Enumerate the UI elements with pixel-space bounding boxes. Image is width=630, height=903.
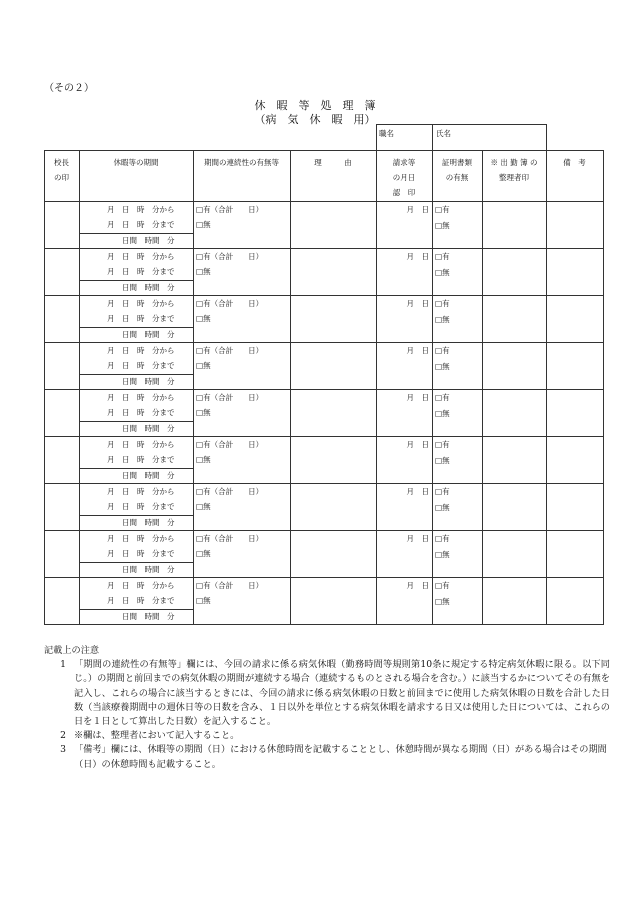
period-to: 月 日 時 分まで <box>107 267 175 276</box>
period-duration: 日間 時間 分 <box>122 377 175 386</box>
table-rule <box>44 436 603 437</box>
request-month-day: 月 日 <box>406 205 429 214</box>
col-continuity: 期間の連続性の有無等 <box>204 158 279 167</box>
col-attendance: ※ 出 勤 簿 の <box>490 158 538 167</box>
page-subtitle: （病 気 休 暇 用） <box>254 113 376 126</box>
continuity-no: □無 <box>196 455 211 464</box>
period-to: 月 日 時 分まで <box>107 455 175 464</box>
certificate-yes: □有 <box>435 440 450 449</box>
request-month-day: 月 日 <box>406 487 429 496</box>
continuity-yes: □有（合計 日） <box>196 393 264 402</box>
table-rule <box>44 577 603 578</box>
note-number: 2 <box>60 730 66 742</box>
table-rule <box>44 389 603 390</box>
continuity-no: □無 <box>196 408 211 417</box>
position-label: 職名 <box>379 129 394 138</box>
period-from: 月 日 時 分から <box>107 252 175 261</box>
continuity-no: □無 <box>196 267 211 276</box>
table-rule <box>79 515 193 516</box>
period-to: 月 日 時 分まで <box>107 220 175 229</box>
period-duration: 日間 時間 分 <box>122 612 175 621</box>
notes-section <box>44 644 610 772</box>
table-rule <box>44 295 603 296</box>
certificate-no: □無 <box>435 221 450 230</box>
period-to: 月 日 時 分まで <box>107 314 175 323</box>
table-rule <box>376 150 377 625</box>
table-rule <box>44 150 603 151</box>
col-principal-seal: の印 <box>54 173 69 182</box>
period-to: 月 日 時 分まで <box>107 596 175 605</box>
period-duration: 日間 時間 分 <box>122 565 175 574</box>
period-duration: 日間 時間 分 <box>122 518 175 527</box>
col-leave-period: 休暇等の期間 <box>113 158 159 167</box>
col-certificate: の有無 <box>445 173 469 182</box>
request-month-day: 月 日 <box>406 346 429 355</box>
table-rule <box>376 124 546 125</box>
period-duration: 日間 時間 分 <box>122 424 175 433</box>
note-item <box>44 658 610 729</box>
note-text: 「備考」欄には、休暇等の期間（日）における休憩時間を記載することとし、休憩時間が異なる期間（日）がある場合はその期間（日）の休憩時間も記載すること。 <box>74 744 607 770</box>
certificate-no: □無 <box>435 362 450 371</box>
period-from: 月 日 時 分から <box>107 440 175 449</box>
table-rule <box>603 150 604 625</box>
table-rule <box>432 124 433 150</box>
note-number: 3 <box>60 744 66 756</box>
col-request-date: 請求等 <box>392 158 416 167</box>
continuity-yes: □有（合計 日） <box>196 252 264 261</box>
period-from: 月 日 時 分から <box>107 534 175 543</box>
period-from: 月 日 時 分から <box>107 346 175 355</box>
table-rule <box>79 150 80 625</box>
certificate-no: □無 <box>435 456 450 465</box>
certificate-no: □無 <box>435 550 450 559</box>
request-month-day: 月 日 <box>406 534 429 543</box>
certificate-yes: □有 <box>435 252 450 261</box>
table-rule <box>44 342 603 343</box>
period-duration: 日間 時間 分 <box>122 471 175 480</box>
period-from: 月 日 時 分から <box>107 581 175 590</box>
request-month-day: 月 日 <box>406 393 429 402</box>
continuity-no: □無 <box>196 361 211 370</box>
certificate-yes: □有 <box>435 346 450 355</box>
col-certificate: 証明書類 <box>442 158 472 167</box>
table-rule <box>290 150 291 625</box>
table-rule <box>79 327 193 328</box>
continuity-no: □無 <box>196 314 211 323</box>
certificate-no: □無 <box>435 409 450 418</box>
certificate-yes: □有 <box>435 581 450 590</box>
note-item <box>44 743 610 771</box>
request-month-day: 月 日 <box>406 440 429 449</box>
table-rule <box>44 248 603 249</box>
period-duration: 日間 時間 分 <box>122 283 175 292</box>
table-rule <box>193 150 194 625</box>
continuity-yes: □有（合計 日） <box>196 299 264 308</box>
certificate-no: □無 <box>435 315 450 324</box>
request-month-day: 月 日 <box>406 299 429 308</box>
table-rule <box>432 150 433 625</box>
table-rule <box>79 562 193 563</box>
table-rule <box>44 150 45 625</box>
continuity-yes: □有（合計 日） <box>196 205 264 214</box>
period-to: 月 日 時 分まで <box>107 502 175 511</box>
col-remarks: 備 考 <box>563 158 586 167</box>
certificate-yes: □有 <box>435 393 450 402</box>
period-to: 月 日 時 分まで <box>107 549 175 558</box>
table-rule <box>376 124 377 150</box>
continuity-no: □無 <box>196 502 211 511</box>
certificate-no: □無 <box>435 268 450 277</box>
notes-heading: 記載上の注意 <box>44 645 100 656</box>
continuity-no: □無 <box>196 596 211 605</box>
request-month-day: 月 日 <box>406 252 429 261</box>
table-rule <box>79 233 193 234</box>
note-item <box>44 729 610 743</box>
continuity-yes: □有（合計 日） <box>196 534 264 543</box>
note-text: ※欄は、整理者において記入すること。 <box>74 730 240 742</box>
table-rule <box>44 201 603 202</box>
continuity-no: □無 <box>196 549 211 558</box>
table-rule <box>79 280 193 281</box>
certificate-yes: □有 <box>435 487 450 496</box>
table-rule <box>79 421 193 422</box>
certificate-no: □無 <box>435 503 450 512</box>
request-month-day: 月 日 <box>406 581 429 590</box>
continuity-no: □無 <box>196 220 211 229</box>
certificate-yes: □有 <box>435 534 450 543</box>
col-request-date: 認 印 <box>392 188 416 197</box>
table-rule <box>79 374 193 375</box>
table-rule <box>44 624 603 625</box>
note-text: 「期間の連続性の有無等」欄には、今回の請求に係る病気休暇（勤務時間等規則第10条に規定する特定病気休暇に限る。以下同じ。）の期間と前回までの病気休暇の期間が連続する場合（連続するものとされる場合を含む。）に該当するかについてその有無を記入し、これらの場合に該当するときには、今回の請求に係る病気休暇の日数と前回までに使用した病気休暇の日数を合計した日数（当該療養期間中の週休日等の日数を含み、１日以外を単位とする病気休暇を請求する日又は使用した日については、これらの日を１日として算出した日数）を記入すること。 <box>74 659 610 728</box>
page-title: 休 暇 等 処 理 簿 <box>254 99 376 112</box>
table-rule <box>79 468 193 469</box>
table-rule <box>79 609 193 610</box>
section-label: （その２） <box>44 83 94 94</box>
continuity-yes: □有（合計 日） <box>196 346 264 355</box>
table-rule <box>546 150 547 625</box>
period-to: 月 日 時 分まで <box>107 408 175 417</box>
table-rule <box>482 150 483 625</box>
period-from: 月 日 時 分から <box>107 393 175 402</box>
continuity-yes: □有（合計 日） <box>196 440 264 449</box>
name-label: 氏名 <box>436 129 451 138</box>
certificate-yes: □有 <box>435 205 450 214</box>
certificate-no: □無 <box>435 597 450 606</box>
period-from: 月 日 時 分から <box>107 299 175 308</box>
col-attendance: 整理者印 <box>499 173 529 182</box>
col-principal-seal: 校長 <box>54 158 69 167</box>
table-rule <box>44 530 603 531</box>
col-request-date: の月日 <box>392 173 416 182</box>
note-number: 1 <box>60 659 66 671</box>
table-rule <box>546 124 547 150</box>
period-duration: 日間 時間 分 <box>122 236 175 245</box>
period-to: 月 日 時 分まで <box>107 361 175 370</box>
continuity-yes: □有（合計 日） <box>196 581 264 590</box>
col-reason: 理 由 <box>314 158 352 167</box>
continuity-yes: □有（合計 日） <box>196 487 264 496</box>
period-duration: 日間 時間 分 <box>122 330 175 339</box>
period-from: 月 日 時 分から <box>107 205 175 214</box>
period-from: 月 日 時 分から <box>107 487 175 496</box>
certificate-yes: □有 <box>435 299 450 308</box>
table-rule <box>44 483 603 484</box>
